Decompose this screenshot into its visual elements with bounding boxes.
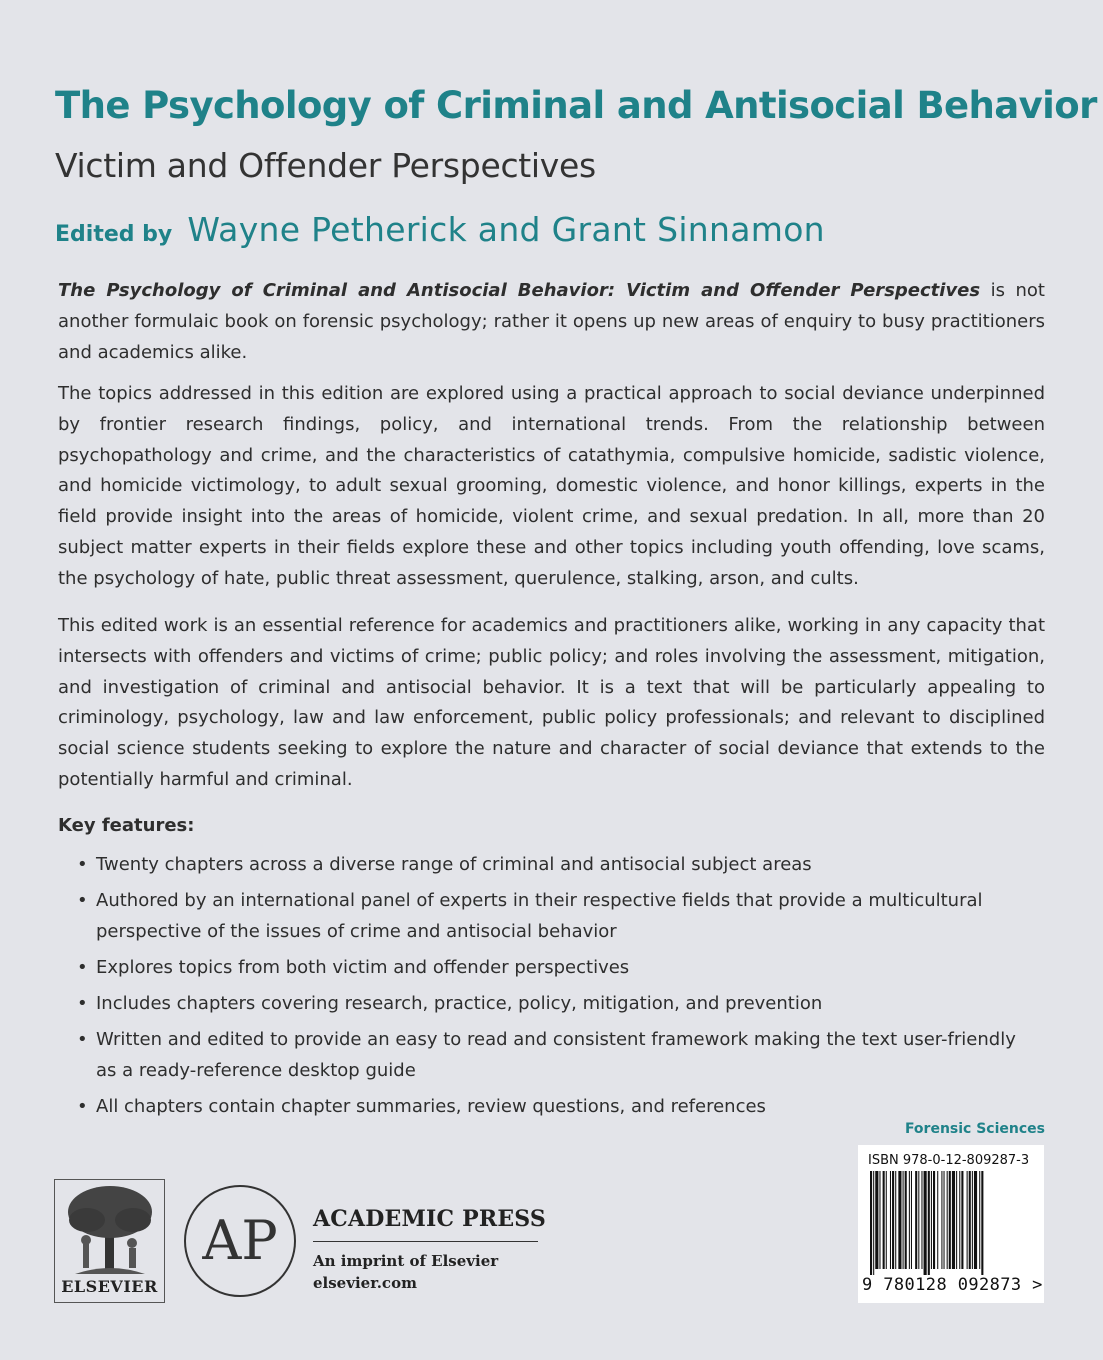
barcode-bar: [972, 1171, 973, 1269]
page-subtitle: Victim and Offender Perspectives: [55, 146, 596, 185]
barcode-bar: [890, 1171, 891, 1269]
feature-text: Authored by an international panel of experts in their respective fields that provide a multicultural perspective of the issues of crime and antisocial behavior: [96, 890, 983, 942]
description-paragraph-1-rest: is not another formulaic book on forensic psychology; rather it opens up new areas of enquiry to busy practitioners and academics alike.: [58, 280, 1045, 363]
barcode-bar: [905, 1171, 907, 1269]
bullet-icon: •: [77, 1096, 88, 1117]
description-paragraph-1: [58, 276, 1045, 368]
barcode-bar: [875, 1171, 878, 1269]
publisher-divider: [313, 1241, 538, 1242]
bullet-icon: •: [77, 957, 88, 978]
barcode-bar: [892, 1171, 894, 1269]
barcode-bar: [883, 1171, 885, 1269]
bullet-icon: •: [77, 890, 88, 911]
barcode-digits: 9 780128 092873 >: [862, 1275, 1043, 1295]
description-paragraph-3: This edited work is an essential reference for academics and practitioners alike, working in any capacity that intersects with offenders and victims of crime; public policy; and roles involving the assessment, mitigation, and investigation of criminal and antisocial behavior. It is a text that will be particularly appealing to criminology, psychology, law and law enforcement, public policy professionals; and relevant to disciplined social science students seeking to explore the nature and character of social deviance that extends to the potentially harmful and criminal.: [58, 615, 1045, 790]
barcode-bar: [961, 1171, 963, 1269]
barcode-bar: [928, 1171, 930, 1275]
barcode-panel: [858, 1145, 1044, 1303]
feature-text: All chapters contain chapter summaries, review questions, and references: [96, 1096, 766, 1117]
barcode-bar: [903, 1171, 904, 1269]
barcode-bar: [870, 1171, 872, 1275]
editors-line: [55, 210, 825, 249]
barcode-bar: [931, 1171, 932, 1269]
series-label: Forensic Sciences: [904, 1121, 1045, 1137]
barcode-bar: [944, 1171, 945, 1269]
barcode-bar: [924, 1171, 927, 1275]
feature-text: Twenty chapters across a diverse range of criminal and antisocial subject areas: [96, 854, 812, 875]
barcode-bar: [949, 1171, 951, 1269]
barcode-bar: [886, 1171, 887, 1269]
key-features-heading: Key features:: [58, 815, 195, 836]
list-item: [58, 849, 1018, 880]
feature-text: Explores topics from both victim and offender perspectives: [96, 957, 630, 978]
barcode-bar: [879, 1171, 880, 1269]
bullet-icon: •: [77, 854, 88, 875]
barcode-bar: [979, 1171, 980, 1269]
bullet-icon: •: [77, 1029, 88, 1050]
publisher-name: ACADEMIC PRESS: [313, 1206, 546, 1232]
isbn-text: ISBN 978-0-12-809287-3: [868, 1153, 1030, 1168]
list-item: [58, 885, 1018, 947]
elsevier-logo: [54, 1179, 165, 1303]
barcode-bar: [915, 1171, 917, 1269]
editor-names: Wayne Petherick and Grant Sinnamon: [187, 210, 825, 249]
list-item: [58, 952, 1018, 983]
elsevier-wordmark: ELSEVIER: [61, 1277, 158, 1296]
barcode-bar: [873, 1171, 874, 1275]
barcode-bar: [918, 1171, 919, 1269]
barcode-bar: [937, 1171, 938, 1269]
barcode-bar: [959, 1171, 960, 1269]
elsevier-tree-icon: [55, 1182, 164, 1280]
barcode-bar: [969, 1171, 971, 1269]
barcode-bar: [911, 1171, 912, 1269]
barcode-bar: [956, 1171, 957, 1269]
list-item: [58, 1091, 1018, 1122]
ap-monogram: AP: [202, 1209, 278, 1272]
barcode-bar: [898, 1171, 901, 1269]
barcode-bar: [921, 1171, 922, 1269]
barcode-bar: [974, 1171, 977, 1269]
publisher-imprint: An imprint of Elsevier: [313, 1252, 499, 1270]
edited-by-label: Edited by: [55, 222, 173, 247]
barcode-bar: [952, 1171, 955, 1269]
barcode-bar: [933, 1171, 935, 1269]
list-item: [58, 988, 1018, 1019]
bullet-icon: •: [77, 993, 88, 1014]
barcode-bar: [941, 1171, 942, 1269]
book-title-italic: The Psychology of Criminal and Antisocial Behavior: Victim and Offender Perspectives: [58, 280, 981, 301]
academic-press-logo-icon: [183, 1184, 297, 1298]
barcode-bar: [981, 1171, 983, 1275]
barcode-bar: [967, 1171, 968, 1269]
feature-text: Includes chapters covering research, practice, policy, mitigation, and prevention: [96, 993, 823, 1014]
description-paragraph-2: The topics addressed in this edition are explored using a practical approach to social deviance underpinned by frontier research findings, policy, and international trends. From the relationship between psychopathology and crime, and the characteristics of catathymia, compulsive homicide, sadistic violence, and homicide victimology, to adult sexual grooming, domestic violence, and honor killings, experts in the field provide insight into the areas of homicide, violent crime, and sexual predation. In all, more than 20 subject matter experts in their fields explore these and other topics including youth offending, love scams, the psychology of hate, public threat assessment, querulence, stalking, arson, and cults.: [58, 383, 1045, 589]
feature-text: Written and edited to provide an easy to read and consistent framework making the text user-friendly as a ready-reference desktop guide: [96, 1029, 1016, 1081]
list-item: [58, 1024, 1018, 1086]
barcode-bar: [947, 1171, 948, 1269]
barcode-bar: [909, 1171, 910, 1269]
page-title: The Psychology of Criminal and Antisocial Behavior: [55, 84, 1097, 127]
barcode-bar: [895, 1171, 896, 1269]
key-features-list: [58, 849, 1018, 1127]
barcode-icon: [868, 1171, 1034, 1275]
publisher-url: elsevier.com: [313, 1274, 417, 1292]
